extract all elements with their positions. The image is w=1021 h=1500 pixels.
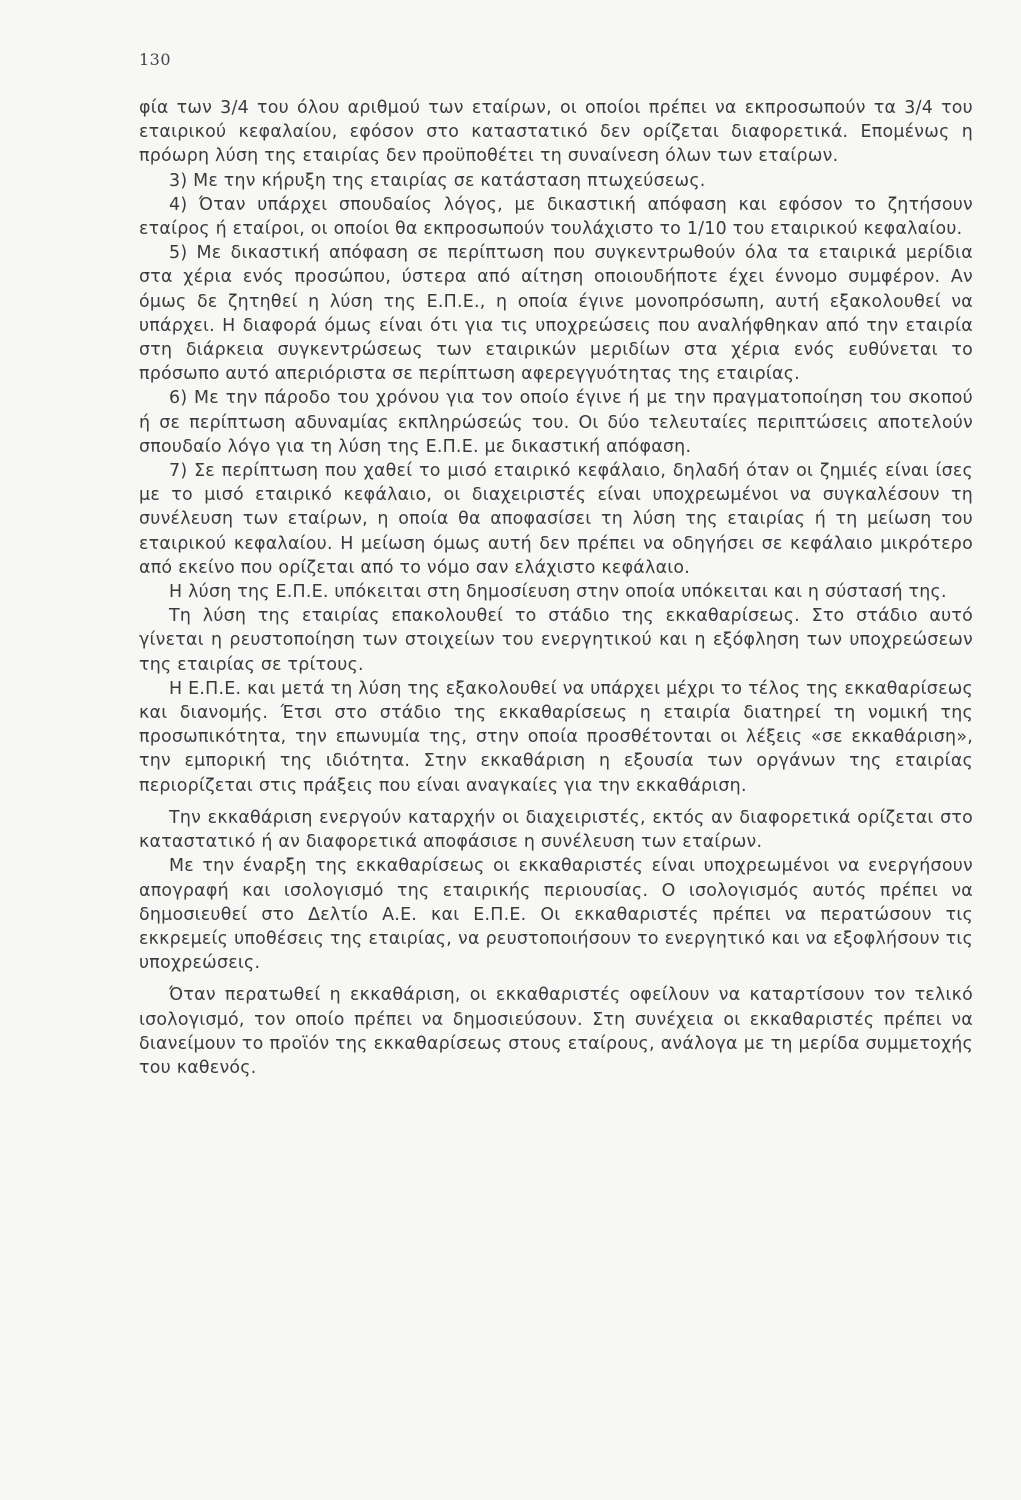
- paragraph-continuation: φία των 3/4 του όλου αριθμού των εταίρων, οι οποίοι πρέπει να εκπροσωπούν τα 3/4 του εταιρικού κεφαλαίου, εφόσον στο καταστατικό δεν ορίζεται διαφορετικά. Επομένως η πρόωρη λύση της εταιρίας δεν προϋποθέτει τη συναίνεση όλων των εταίρων.: [139, 98, 973, 167]
- paragraph-item-3: 3) Με την κήρυξη της εταιρίας σε κατάσταση πτωχεύσεως.: [169, 170, 706, 191]
- paragraph-legal-personality: Η Ε.Π.Ε. και μετά τη λύση της εξακολουθεί να υπάρχει μέχρι το τέλος της εκκαθαρίσεως και διανομής. Έτσι στο στάδιο της εκκαθαρίσεως η εταιρία διατηρεί τη νομική της προσωπικότητα, την επωνυμία της, στην οποία προσθέτονται οι λέξεις «σε εκκαθάριση», την εμπορική της ιδιότητα. Στην εκκαθάριση η εξουσία των οργάνων της εταιρίας περιορίζεται στις πράξεις που είναι αναγκαίες για την εκκαθάριση.: [139, 678, 973, 796]
- paragraph-liquidators: Την εκκαθάριση ενεργούν καταρχήν οι διαχειριστές, εκτός αν διαφορετικά ορίζεται στο καταστατικό ή αν διαφορετικά αποφάσισε η συνέλευση των εταίρων.: [139, 807, 973, 853]
- paragraph-item-7: 7) Σε περίπτωση που χαθεί το μισό εταιρικό κεφάλαιο, δηλαδή όταν οι ζημιές είναι ίσες με το μισό εταιρικό κεφάλαιο, οι διαχειριστές είναι υποχρεωμένοι να συγκαλέσουν τη συνέλευση των εταίρων, η οποία θα αποφασίσει τη λύση της εταιρίας ή τη μείωση του εταιρικού κεφαλαίου. Η μείωση όμως αυτή δεν πρέπει να οδηγήσει σε κεφάλαιο μικρότερο από εκείνο που ορίζεται από το νόμο σαν ελάχιστο κεφάλαιο.: [139, 461, 973, 578]
- paragraph-item-4: 4) Όταν υπάρχει σπουδαίος λόγος, με δικαστική απόφαση και εφόσον το ζητήσουν εταίρος ή εταίροι, οι οποίοι θα εκπροσωπούν τουλάχιστο το 1/10 του εταιρικού κεφαλαίου.: [139, 194, 973, 240]
- paragraph-item-5: 5) Με δικαστική απόφαση σε περίπτωση που συγκεντρωθούν όλα τα εταιρικά μερίδια στα χέρια ενός προσώπου, ύστερα από αίτηση οποιουδήποτε έχει έννομο συμφέρον. Αν όμως δε ζητηθεί η λύση της Ε.Π.Ε., η οποία έγινε μονοπρόσωπη, αυτή εξακολουθεί να υπάρχει. Η διαφορά όμως είναι ότι για τις υποχρεώσεις που αναλήφθηκαν από την εταιρία στη διάρκεια συγκεντρώσεως των εταιρικών μεριδίων στα χέρια ενός ευθύνεται το πρόσωπο αυτό απεριόριστα σε περίπτωση αφερεγγυότητας της εταιρίας.: [139, 243, 973, 385]
- paragraph-final-balance: Όταν περατωθεί η εκκαθάριση, οι εκκαθαριστές οφείλουν να καταρτίσουν τον τελικό ισολογισμό, τον οποίο πρέπει να δημοσιεύσουν. Στη συνέχεια οι εκκαθαριστές πρέπει να διανείμουν το προϊόν της εκκαθαρίσεως στους εταίρους, ανάλογα με τη μερίδα συμμετοχής του καθενός.: [139, 985, 973, 1078]
- paragraph-liquidation-stage: Τη λύση της εταιρίας επακολουθεί το στάδιο της εκκαθαρίσεως. Στο στάδιο αυτό γίνεται η ρευστοποίηση των στοιχείων του ενεργητικού και η εξόφληση των υποχρεώσεων της εταιρίας σε τρίτους.: [139, 606, 973, 675]
- document-body: [139, 96, 973, 1080]
- paragraph-item-6: 6) Με την πάροδο του χρόνου για τον οποίο έγινε ή με την πραγματοποίηση του σκοπού ή σε περίπτωση αδυναμίας εκπληρώσεώς του. Οι δύο τελευταίες περιπτώσεις αποτελούν σπουδαίο λόγο για τη λύση της Ε.Π.Ε. με δικαστική απόφαση.: [139, 388, 973, 457]
- paragraph-inventory: Με την έναρξη της εκκαθαρίσεως οι εκκαθαριστές είναι υποχρεωμένοι να ενεργήσουν απογραφή και ισολογισμό της εταιρικής περιουσίας. Ο ισολογισμός αυτός πρέπει να δημοσιευθεί στο Δελτίο Α.Ε. και Ε.Π.Ε. Οι εκκαθαριστές πρέπει να περατώσουν τις εκκρεμείς υποθέσεις της εταιρίας, να ρευστοποιήσουν το ενεργητικό και να εξοφλήσουν τις υποχρεώσεις.: [139, 856, 973, 974]
- paragraph-publication: Η λύση της Ε.Π.Ε. υπόκειται στη δημοσίευση στην οποία υπόκειται και η σύστασή της.: [169, 582, 947, 603]
- page-number: 130: [139, 50, 172, 69]
